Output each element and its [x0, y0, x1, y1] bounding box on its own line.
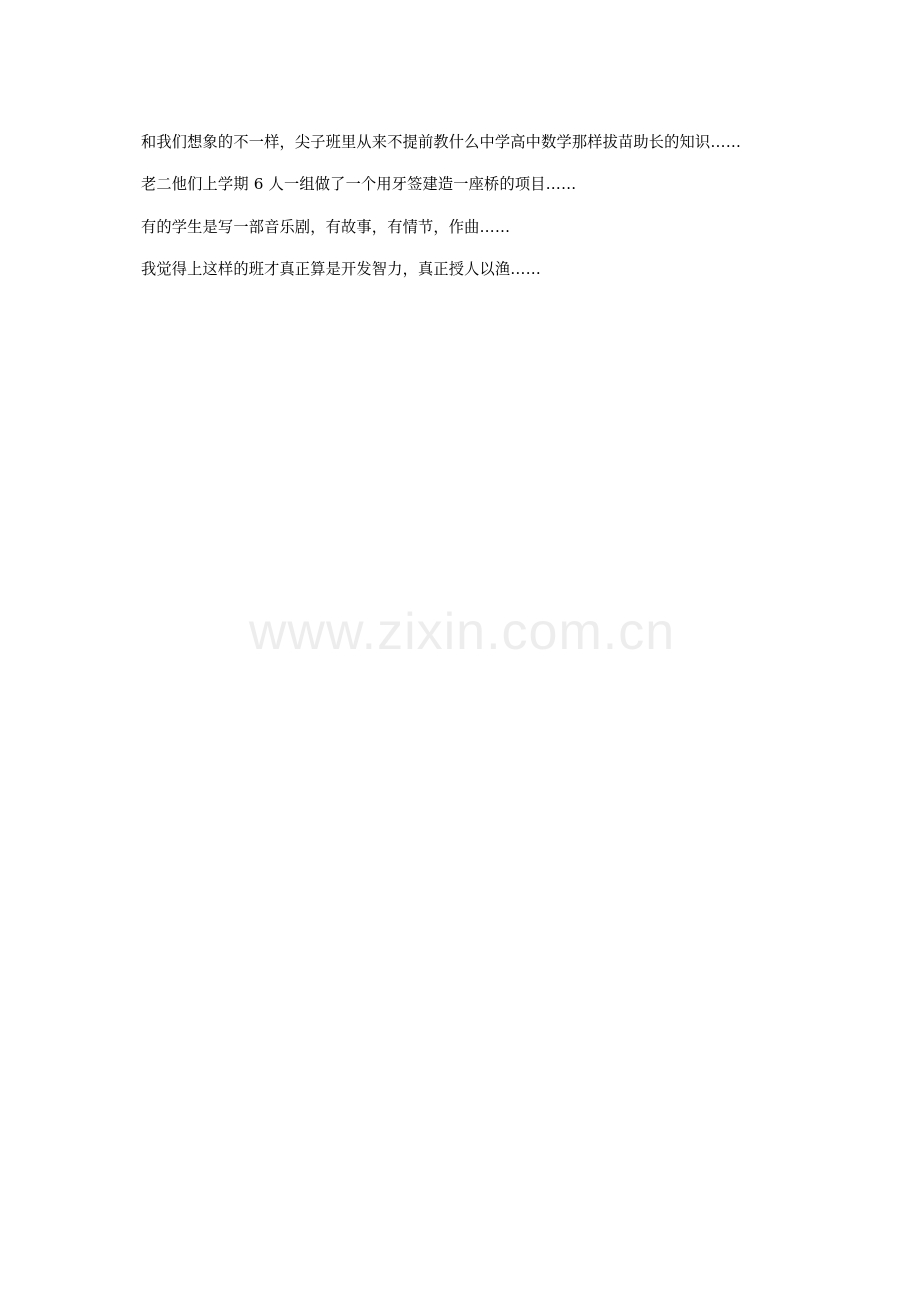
paragraph-4: 我觉得上这样的班才真正算是开发智力，真正授人以渔……: [141, 260, 542, 279]
document-body: [141, 131, 779, 301]
watermark: www.zixin.com.cn: [248, 603, 676, 661]
paragraph-1: 和我们想象的不一样，尖子班里从来不提前教什么中学高中数学那样拔苗助长的知识……: [141, 133, 742, 151]
paragraph-2: 老二他们上学期 6 人一组做了一个用牙签建造一座桥的项目……: [141, 175, 577, 194]
paragraph-3: 有的学生是写一部音乐剧，有故事，有情节，作曲……: [141, 217, 511, 236]
